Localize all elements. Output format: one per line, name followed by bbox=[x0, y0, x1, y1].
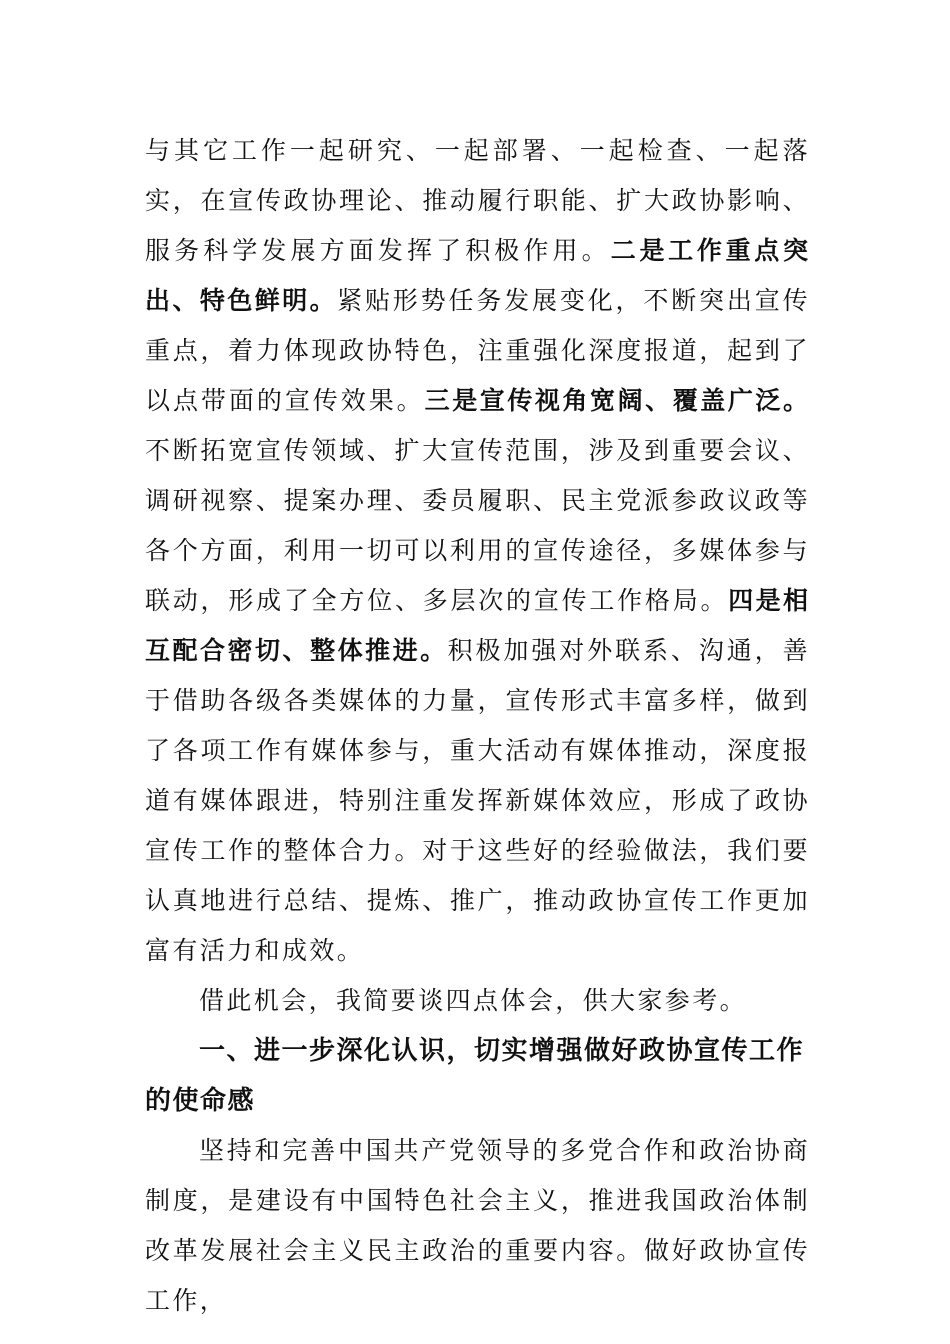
section-heading-1: 一、进一步深化认识，切实增强做好政协宣传工作的使命感 bbox=[145, 1036, 805, 1116]
paragraph-summary bbox=[145, 126, 810, 976]
document-body bbox=[145, 126, 810, 1326]
paragraph-intro: 借此机会，我简要谈四点体会，供大家参考。 bbox=[199, 986, 748, 1015]
paragraph-text: 积极加强对外联系、沟通，善于借助各级各类媒体的力量，宣传形式丰富多样，做到了各项工作有媒体参与，重大活动有媒体推动，深度报道有媒体跟进，特别注重发挥新媒体效应，形成了政协宣传工作的整体合力。对于这些好的经验做法，我们要认真地进行总结、提炼、推广，推动政协宣传工作更加富有活力和成效。 bbox=[145, 636, 810, 965]
bold-point-four: 四是相互配合密切、整体推进。 bbox=[145, 586, 810, 665]
paragraph-text: 紧贴形势任务发展变化，不断突出宣传重点，着力体现政协特色，注重强化深度报道，起到了以点带面的宣传效果。 bbox=[145, 286, 810, 415]
paragraph-section-1: 坚持和完善中国共产党领导的多党合作和政治协商制度，是建设有中国特色社会主义，推进我国政治体制改革发展社会主义民主政治的重要内容。做好政协宣传工作， bbox=[145, 1136, 810, 1315]
bold-point-three: 三是宣传视角宽阔、覆盖广泛。 bbox=[424, 386, 810, 415]
paragraph-text: 不断拓宽宣传领域、扩大宣传范围，涉及到重要会议、调研视察、提案办理、委员履职、民主党派参政议政等各个方面，利用一切可以利用的宣传途径，多媒体参与联动，形成了全方位、多层次的宣传工作格局。 bbox=[145, 436, 810, 615]
paragraph-text: 与其它工作一起研究、一起部署、一起检查、一起落实，在宣传政协理论、推动履行职能、扩大政协影响、服务科学发展方面发挥了积极作用。 bbox=[145, 136, 810, 265]
bold-point-two: 二是工作重点突出、特色鲜明。 bbox=[145, 236, 810, 315]
